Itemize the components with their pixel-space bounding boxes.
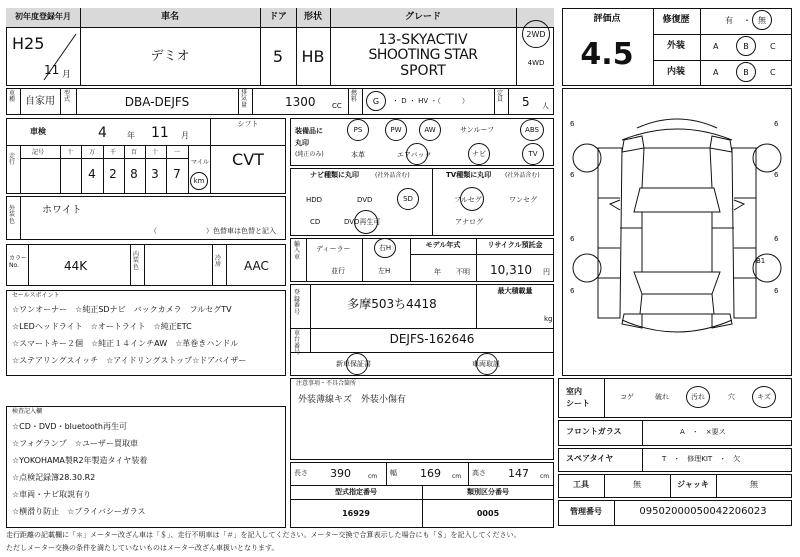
usage-row <box>6 88 554 115</box>
equip-tv-circled: TV <box>522 143 544 165</box>
recycle-label: リサイクル預託金 <box>487 241 543 249</box>
navi-label: ナビ種類に丸印 <box>310 171 359 179</box>
max-load-label: 最大積載量 <box>497 287 533 295</box>
tv-analog: アナログ <box>455 218 483 226</box>
selling-point-line-2: ☆LEDヘッドライト ☆オートライト ☆純正ETC <box>12 322 192 331</box>
class-no-value: 0005 <box>476 509 500 518</box>
warranty-circle-mark <box>346 353 368 375</box>
color-value: ホワイト <box>42 205 82 216</box>
capacity-label: 定員 <box>497 90 504 104</box>
manual: 車両取説 <box>472 360 500 368</box>
equip-abs-circled: ABS <box>520 119 544 141</box>
mgmt-label: 管理番号 <box>570 507 602 516</box>
mileage-digit-3: 8 <box>130 167 138 181</box>
grade-line-1: 13-SKYACTIV <box>378 32 468 48</box>
color-no-value: 44K <box>64 259 88 273</box>
diagram-mark-8: 6 <box>774 287 779 295</box>
selling-point-line-1: ☆ワンオーナー ☆純正SDナビ バックカメラ フルセグTV <box>12 305 232 314</box>
sheet-burn: コゲ <box>620 393 634 401</box>
tools-label: 工具 <box>573 480 589 489</box>
glass-options: A ・ ×要ス <box>680 428 726 436</box>
capacity-value: 5 <box>522 95 530 109</box>
exterior-b-circled: B <box>736 36 756 56</box>
sheet-dirt-circled: 汚れ <box>686 386 710 408</box>
score-label: 評価点 <box>593 14 621 24</box>
recycle-unit: 円 <box>543 268 550 276</box>
import-label: 輸入車 <box>294 241 301 261</box>
equip-navi-circled: ナビ <box>468 143 490 165</box>
equipment-sublabel: (純正のみ) <box>295 151 324 158</box>
inspector-line-5: ☆車両・ナビ取説有り <box>12 490 92 499</box>
reg-year-label: 初年度登録年月 <box>15 12 71 21</box>
ac-value: AAC <box>244 259 269 273</box>
inspection-month-unit: 月 <box>181 131 189 140</box>
navi-cd: CD <box>310 218 321 226</box>
displacement-value: 1300 <box>285 95 316 109</box>
mileage-digit-2: 2 <box>109 167 117 181</box>
model-year-value: 不明 <box>456 268 470 276</box>
body-shape: HB <box>301 47 325 66</box>
ac-label: 冷房 <box>215 255 222 269</box>
length-value: 390 <box>330 467 351 480</box>
selling-points-label: セールスポイント <box>12 292 60 299</box>
inspection-month: 11 <box>151 125 169 141</box>
score-value: 4.5 <box>580 37 634 72</box>
model-year-label: モデル年式 <box>425 241 461 249</box>
spare-options: T ・ 修理KIT ・ 欠 <box>662 455 741 463</box>
diagram-mark-3: 6 <box>570 171 575 179</box>
inspection-year: 4 <box>98 125 107 141</box>
height-unit: cm <box>540 473 550 480</box>
type-no-label: 型式指定番号 <box>335 488 377 496</box>
usage-label: 車種 <box>9 90 16 104</box>
navi-dvd: DVD <box>357 196 373 204</box>
navi-hdd: HDD <box>306 196 323 204</box>
color-note: （ ）色替車は色替と記入 <box>150 227 276 235</box>
glass-label: フロントガラス <box>566 427 622 436</box>
interior-a: A <box>713 68 719 77</box>
height-label: 高さ <box>472 469 486 477</box>
jack-value: 無 <box>750 480 758 489</box>
dvd-play-circle-mark <box>354 210 378 234</box>
digit-header-6: 一 <box>173 149 181 156</box>
interior-label: 内装 <box>666 67 686 77</box>
tools-value: 無 <box>633 480 641 489</box>
grade-line-3: SPORT <box>400 63 446 79</box>
equip-ps-circled: PS <box>347 119 369 141</box>
class-no-label: 類別区分番号 <box>467 488 509 496</box>
reg-era: H25 <box>12 34 45 53</box>
new-warranty: 新車保証書 <box>336 360 371 368</box>
exterior-a: A <box>713 42 719 51</box>
displacement-label: 排気量 <box>241 89 248 109</box>
diagram-mark-2: 6 <box>774 120 779 128</box>
car-diagram <box>562 88 792 376</box>
tv-oneseg: ワンセグ <box>509 196 537 204</box>
diagram-mark-1: 6 <box>570 120 575 128</box>
width-unit: cm <box>452 473 462 480</box>
interior-c: C <box>770 68 776 77</box>
mileage-label: 走行 <box>9 153 16 167</box>
inspector-line-4: ☆点検記録簿28.30.R2 <box>12 473 96 482</box>
car-name-label: 車名 <box>160 12 180 22</box>
exterior-c: C <box>770 42 776 51</box>
width-label: 幅 <box>390 469 397 477</box>
fuel-label: 燃料 <box>351 90 358 104</box>
drive-4wd: 4WD <box>527 59 545 67</box>
drive-2wd-circled: 2WD <box>522 20 550 48</box>
shape-label: 形状 <box>303 12 323 22</box>
model-value: DBA-DEJFS <box>124 95 190 109</box>
mileage-digit-4: 3 <box>151 167 159 181</box>
km-circled: km <box>190 172 208 190</box>
mileage-digit-5: 7 <box>173 167 181 181</box>
navi-dvd-play: DVD再生可 <box>344 218 381 226</box>
inspection-label: 車検 <box>30 127 46 136</box>
fullseg-circle-mark <box>460 187 484 211</box>
record-label: 記号 <box>32 149 45 156</box>
sheet-hole: 穴 <box>728 393 735 401</box>
interior-b-circled: B <box>736 62 756 82</box>
type-no-value: 16929 <box>342 509 370 518</box>
repair-yes: 有 <box>725 16 733 25</box>
inspector-line-2: ☆フォグランプ ☆ユーザー買取車 <box>12 439 138 448</box>
tv-label: TV種類に丸印 <box>446 171 492 179</box>
spare-label: スペアタイヤ <box>566 454 614 463</box>
color-no-label: カラーNo. <box>9 255 28 269</box>
length-label: 長さ <box>294 469 308 477</box>
diagram-mark-6: 6 <box>774 235 779 243</box>
digit-header-2: 万 <box>88 149 96 156</box>
displacement-unit: CC <box>332 102 342 110</box>
width-value: 169 <box>420 467 441 480</box>
fuel-options: ・ D ・ HV ・（ ） <box>392 97 469 105</box>
inspection-year-unit: 年 <box>127 131 135 140</box>
equip-pw-circled: PW <box>385 119 407 141</box>
interior-color-label: 内装色 <box>133 251 140 271</box>
equip-airbag: エアバック <box>397 151 432 159</box>
notes-label: 注意事項・不具合箇所 <box>296 380 357 387</box>
interior-sheet-label: 室内 <box>566 387 582 396</box>
left-h: 左H <box>378 267 391 275</box>
reg-month: 11 <box>44 63 60 77</box>
import-parallel: 並行 <box>331 267 345 275</box>
reg-month-unit: 月 <box>62 70 72 80</box>
usage-value: 自家用 <box>25 96 55 107</box>
selling-point-line-4: ☆ステアリングスイッチ ☆アイドリングストップ☆ドアバイザー <box>12 356 247 365</box>
inspector-label: 検査記入欄 <box>12 408 43 415</box>
equip-leather: 本革 <box>351 151 365 159</box>
selling-point-line-3: ☆スマートキー２個 ☆純正１４インチAW ☆革巻きハンドル <box>12 339 239 348</box>
digit-header-5: 十 <box>151 149 159 156</box>
chassis-label: 車台番号 <box>294 330 301 356</box>
height-value: 147 <box>508 467 529 480</box>
navi-note: (社外品含む) <box>375 172 410 179</box>
length-unit: cm <box>368 473 378 480</box>
model-label: 型式 <box>64 90 71 104</box>
registration-value: 多摩503ち4418 <box>347 297 437 311</box>
grade-line-2: SHOOTING STAR <box>368 47 478 63</box>
recycle-value: 10,310 <box>490 263 532 277</box>
chassis-value: DEJFS-162646 <box>389 332 475 346</box>
diagram-mark-4: 6 <box>774 171 779 179</box>
tv-note: (社外品含む) <box>505 172 540 179</box>
jack-label: ジャッキ <box>677 480 709 489</box>
digit-header-1: 十 <box>66 149 74 156</box>
equip-sunroof: サンルーフ <box>460 126 495 134</box>
repair-label: 修復歴 <box>662 15 690 25</box>
equipment-label: 装備品に <box>295 127 323 135</box>
door-count: 5 <box>272 47 284 66</box>
color-label: 外装色 <box>9 205 16 225</box>
mileage-unit-label: マイル <box>191 159 209 166</box>
grade-label: グレード <box>404 12 442 22</box>
model-year-unit: 年 <box>434 268 441 276</box>
mgmt-value: 09502000050042206023 <box>639 506 767 517</box>
sheet-tear: 破れ <box>655 393 669 401</box>
capacity-unit: 人 <box>542 102 549 110</box>
digit-header-3: 千 <box>109 149 117 156</box>
right-h-circled: 右H <box>374 238 396 258</box>
diagram-mark-7: 6 <box>570 287 575 295</box>
mileage-digit-1: 4 <box>88 167 96 181</box>
shift-value: CVT <box>232 150 264 169</box>
notes-block <box>290 378 554 460</box>
inspector-line-6: ☆横滑り防止 ☆プライバシーガラス <box>12 507 146 516</box>
registration-label: 登録番号 <box>294 289 301 316</box>
footer-line-2: ただしメーター交換の条件を満たしていないものはメーター改ざん車扱いとなります。 <box>6 544 279 552</box>
shift-label: シフト <box>237 120 259 128</box>
fuel-g-circled: G <box>366 91 386 111</box>
footer-line-1: 走行距離の記載欄に「＊」メーター改ざん車は「＄」、走行不明車は「＃」を記入してください。メーター交換で合算表示した場合にも「＄」を記入してください。 <box>6 531 521 539</box>
digit-header-4: 百 <box>130 149 138 156</box>
max-load-unit: kg <box>544 315 553 323</box>
door-label: ドア <box>269 12 287 22</box>
repair-no-circled: 無 <box>752 10 772 30</box>
exterior-label: 外装 <box>666 41 686 51</box>
notes-value: 外装薄線キズ 外装小傷有 <box>298 395 406 405</box>
navi-sd-circled: SD <box>397 188 419 210</box>
diagram-mark-b1: B1 <box>756 257 766 265</box>
equip-aw-circled: AW <box>419 119 441 141</box>
diagram-mark-5: 6 <box>570 235 575 243</box>
inspector-line-1: ☆CD・DVD・bluetooth再生可 <box>12 422 127 431</box>
tv-fullseg: フルセグ <box>454 196 482 204</box>
inspector-line-3: ☆YOKOHAMA製R2年製造タイヤ装着 <box>12 456 148 465</box>
car-name: デミオ <box>150 49 190 64</box>
import-dealer: ディーラー <box>316 245 351 253</box>
sheet-scratch-circled: キズ <box>752 386 776 408</box>
airbag-circle-mark <box>406 143 428 165</box>
manual-circle-mark <box>476 353 498 375</box>
